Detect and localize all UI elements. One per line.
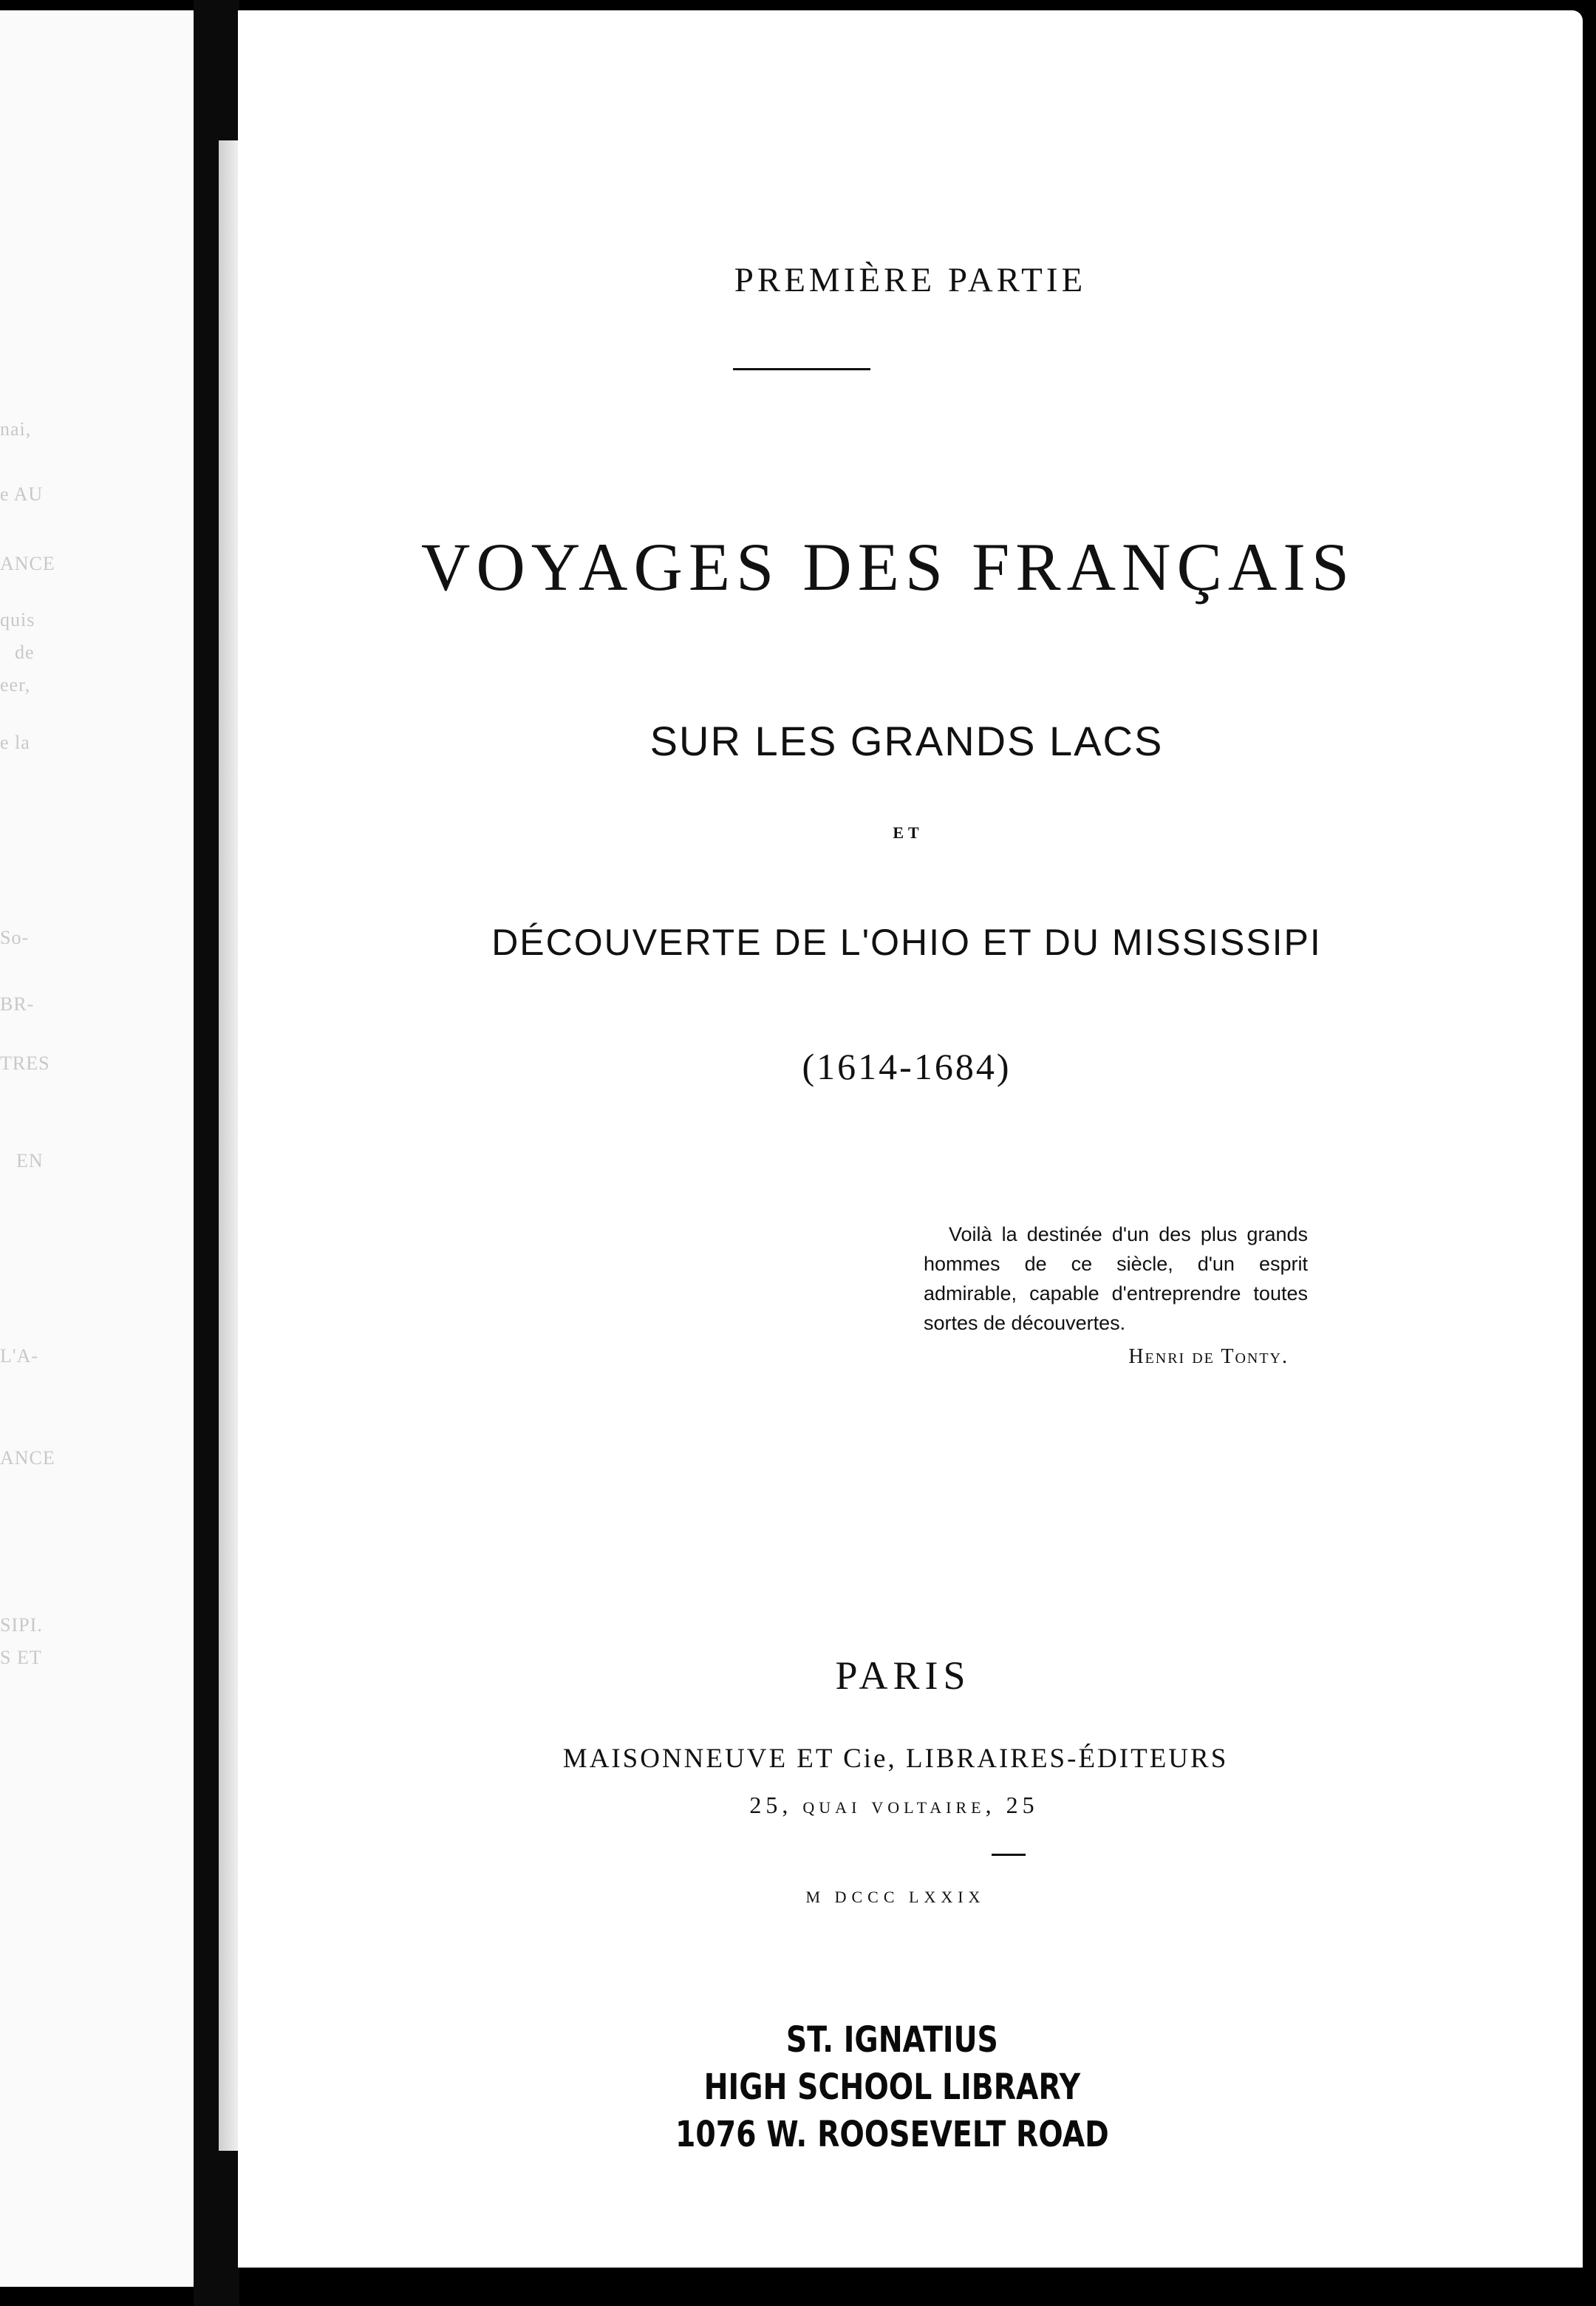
facing-page-text: ANCE [0, 1447, 55, 1469]
date-range: (1614-1684) [802, 1046, 1012, 1087]
epigraph-quote: Voilà la destinée d'un des plus grands hommes de ce siècle, d'un esprit admirable, capable d'entreprendre toutes sortes de découvertes. [924, 1223, 1308, 1334]
facing-page-text: S ET [0, 1647, 42, 1668]
facing-page-text: eer, [0, 674, 31, 695]
stamp-line: ST. IGNATIUS [785, 2019, 998, 2061]
facing-page-text: SIPI. [0, 1614, 43, 1636]
subtitle-secondary: DÉCOUVERTE DE L'OHIO ET DU MISSISSIPI [491, 922, 1322, 963]
imprint-city: PARIS [835, 1653, 971, 1698]
subtitle: SUR LES GRANDS LACS [649, 718, 1164, 764]
facing-page-text: e AU [0, 483, 44, 505]
imprint-address: 25, quai voltaire, 25 [749, 1792, 1039, 1818]
stamp-line: HIGH SCHOOL LIBRARY [703, 2067, 1081, 2108]
main-title: VOYAGES DES FRANÇAIS [420, 529, 1356, 605]
library-stamp [238, 2016, 1583, 2158]
facing-page-text: e la [0, 732, 30, 753]
facing-page-text: EN [16, 1150, 44, 1171]
epigraph [924, 1220, 1308, 1372]
divider-rule [992, 1854, 1026, 1856]
facing-page-text: ANCE [0, 553, 55, 574]
divider-rule [733, 368, 870, 370]
facing-page-text: quis [0, 609, 35, 630]
facing-page-text: de [15, 642, 35, 663]
stamp-line: 1076 W. ROOSEVELT ROAD [675, 2114, 1109, 2155]
conjunction: ET [893, 823, 924, 842]
imprint-year: M DCCC LXXIX [805, 1888, 986, 1906]
facing-page-text: BR- [0, 993, 35, 1015]
facing-page-edge [0, 10, 194, 2287]
facing-page-text: L'A- [0, 1345, 39, 1367]
facing-page-text: So- [0, 927, 30, 948]
facing-page-text: nai, [0, 418, 32, 440]
epigraph-author: Henri de Tonty. [1128, 1345, 1289, 1368]
imprint-publisher: MAISONNEUVE ET Cie, LIBRAIRES-ÉDITEURS [562, 1744, 1229, 1774]
title-page [238, 10, 1583, 2268]
part-title: PREMIÈRE PARTIE [734, 261, 1087, 299]
facing-page-text: TRES [0, 1052, 50, 1074]
